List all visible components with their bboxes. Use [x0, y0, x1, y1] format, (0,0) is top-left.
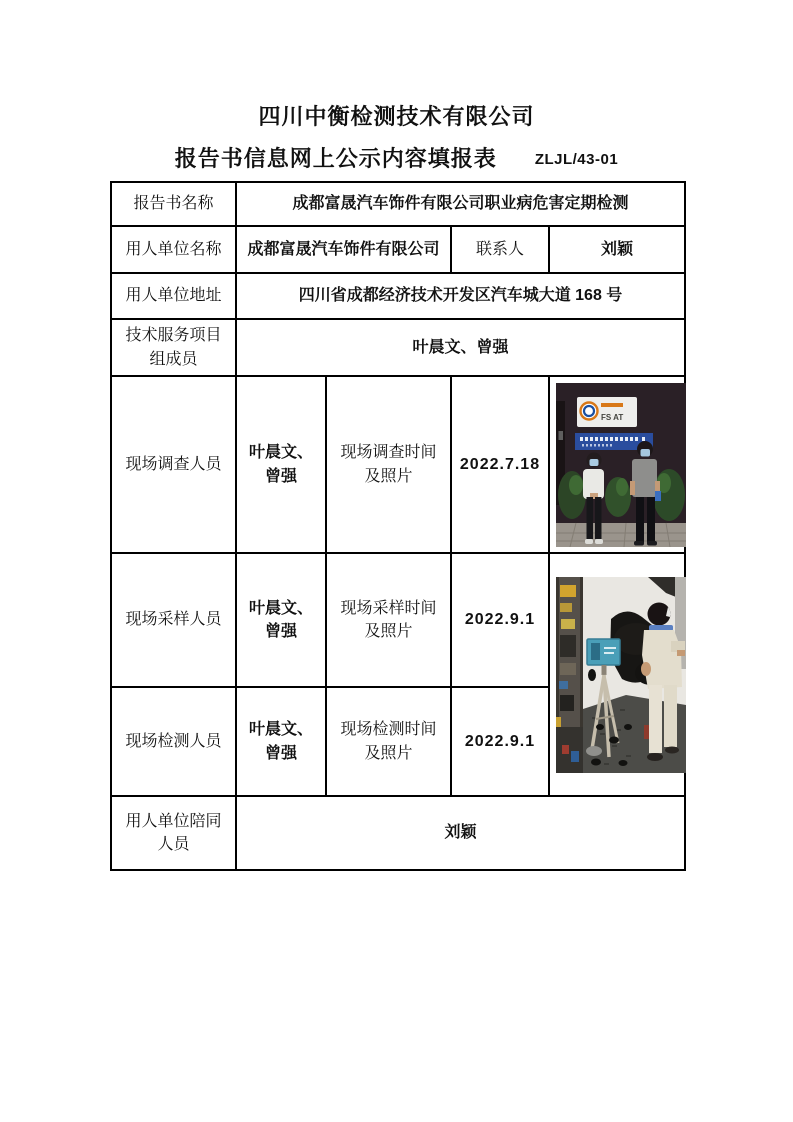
site-testing-time-label: 现场检测时间及照片: [326, 687, 451, 796]
site-sampling-date: 2022.9.1: [451, 553, 549, 687]
contact-label: 联系人: [451, 226, 549, 273]
site-testing-date: 2022.9.1: [451, 687, 549, 796]
site-survey-names: 叶晨文、曾强: [236, 376, 326, 553]
row-accompanying: [111, 796, 685, 870]
report-name-label: 报告书名称: [111, 182, 236, 226]
form-title: 报告书信息网上公示内容填报表: [174, 146, 497, 171]
site-survey-photo-cell: [549, 376, 685, 553]
site-survey-date: 2022.7.18: [451, 376, 549, 553]
report-name-value: 成都富晟汽车饰件有限公司职业病危害定期检测: [236, 182, 685, 226]
row-report-name: [111, 182, 685, 226]
site-sampling-names: 叶晨文、曾强: [236, 553, 326, 687]
rag: [586, 746, 602, 756]
row-site-sampling: [111, 553, 685, 687]
site-testing-names: 叶晨文、曾强: [236, 687, 326, 796]
sampling-instrument: [587, 639, 620, 665]
employer-name-value: 成都富晟汽车饰件有限公司: [236, 226, 451, 273]
shelf-rack: [556, 577, 583, 773]
employer-address-label: 用人单位地址: [111, 273, 236, 319]
row-site-survey: [111, 376, 685, 553]
form-title-row: [0, 142, 793, 173]
row-employer-address: [111, 273, 685, 319]
site-sampling-time-label: 现场采样时间及照片: [326, 553, 451, 687]
site-investigation-photo: [556, 383, 686, 547]
report-info-table: [110, 181, 686, 871]
fs-at-sign: [577, 397, 637, 427]
site-sampling-photo-cell: [549, 553, 685, 796]
site-testing-label: 现场检测人员: [111, 687, 236, 796]
row-team-members: [111, 319, 685, 376]
site-survey-label: 现场调查人员: [111, 376, 236, 553]
form-code: ZLJL/43-01: [534, 151, 619, 168]
row-employer-name: [111, 226, 685, 273]
accompanying-value: 刘颖: [236, 796, 685, 870]
site-survey-time-label: 现场调查时间及照片: [326, 376, 451, 553]
team-members-label: 技术服务项目组成员: [111, 319, 236, 376]
company-title: 四川中衡检测技术有限公司: [258, 104, 535, 129]
accompanying-label: 用人单位陪同人员: [111, 796, 236, 870]
site-sampling-photo: [556, 577, 686, 773]
team-members-value: 叶晨文、曾强: [236, 319, 685, 376]
site-sampling-label: 现场采样人员: [111, 553, 236, 687]
employer-name-label: 用人单位名称: [111, 226, 236, 273]
contact-value: 刘颖: [549, 226, 685, 273]
svg-text:FS AT: FS AT: [601, 412, 624, 422]
employer-address-value: 四川省成都经济技术开发区汽车城大道 168 号: [236, 273, 685, 319]
